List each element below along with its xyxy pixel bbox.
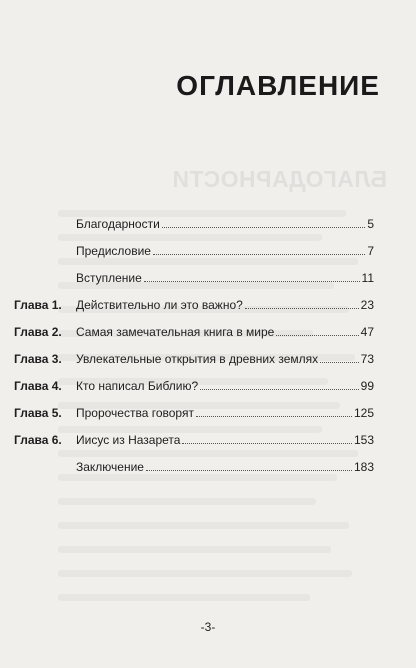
toc-entry-title: Кто написал Библию? bbox=[76, 379, 199, 393]
toc-chapter-number: Глава 3. bbox=[14, 352, 62, 366]
toc-entry-page: 99 bbox=[360, 379, 374, 393]
toc-chapter-number: Глава 2. bbox=[14, 325, 62, 339]
dot-leader bbox=[182, 442, 352, 444]
table-of-contents bbox=[14, 216, 374, 486]
toc-entry-body bbox=[76, 405, 374, 421]
toc-entry-page: 73 bbox=[360, 352, 374, 366]
toc-entry-page: 125 bbox=[353, 406, 374, 420]
toc-entry-body bbox=[76, 297, 374, 313]
toc-entry-body bbox=[76, 459, 374, 475]
dot-leader bbox=[153, 253, 365, 255]
toc-entry-page: 23 bbox=[360, 298, 374, 312]
toc-chapter-number: Глава 1. bbox=[14, 298, 62, 312]
bleed-through-heading: БЛАГОДАРНОСТИ bbox=[172, 166, 387, 192]
page-title: ОГЛАВЛЕНИЕ bbox=[176, 70, 380, 101]
dot-leader bbox=[276, 334, 358, 336]
dot-leader bbox=[245, 307, 359, 309]
toc-entry-body bbox=[76, 243, 374, 259]
dot-leader bbox=[320, 361, 358, 363]
toc-entry bbox=[14, 243, 374, 270]
toc-entry-title: Самая замечательная книга в мире bbox=[76, 325, 275, 339]
toc-entry-body bbox=[76, 432, 374, 448]
toc-entry-page: 7 bbox=[367, 244, 374, 258]
toc-entry-title: Благодарности bbox=[76, 217, 160, 231]
toc-chapter-number: Глава 4. bbox=[14, 379, 62, 393]
toc-entry-page: 5 bbox=[367, 217, 374, 231]
toc-entry bbox=[14, 459, 374, 486]
toc-entry-body bbox=[76, 324, 374, 340]
dot-leader bbox=[200, 388, 358, 390]
toc-entry-title: Заключение bbox=[76, 460, 144, 474]
toc-entry-body bbox=[76, 270, 374, 286]
dot-leader bbox=[162, 226, 366, 228]
toc-entry-title: Увлекательные открытия в древних землях bbox=[76, 352, 319, 366]
toc-entry-title: Вступление bbox=[76, 271, 142, 285]
toc-chapter-number: Глава 6. bbox=[14, 433, 62, 447]
page-number: -3- bbox=[200, 620, 216, 634]
toc-entry bbox=[14, 405, 374, 432]
toc-entry-body bbox=[76, 216, 374, 232]
toc-entry-title: Пророчества говорят bbox=[76, 406, 194, 420]
toc-entry-page: 11 bbox=[361, 271, 374, 285]
dot-leader bbox=[144, 280, 360, 282]
toc-entry-title: Иисус из Назарета bbox=[76, 433, 181, 447]
toc-entry-title: Предисловие bbox=[76, 244, 151, 258]
toc-entry bbox=[14, 297, 374, 324]
toc-entry bbox=[14, 216, 374, 243]
toc-entry-page: 47 bbox=[360, 325, 374, 339]
toc-entry bbox=[14, 270, 374, 297]
toc-entry-body bbox=[76, 378, 374, 394]
dot-leader bbox=[146, 469, 352, 471]
toc-chapter-number: Глава 5. bbox=[14, 406, 62, 420]
toc-entry-body bbox=[76, 351, 374, 367]
toc-entry-title: Действительно ли это важно? bbox=[76, 298, 243, 312]
dot-leader bbox=[196, 415, 352, 417]
toc-entry bbox=[14, 351, 374, 378]
toc-entry bbox=[14, 378, 374, 405]
toc-entry-page: 153 bbox=[353, 433, 374, 447]
toc-entry bbox=[14, 324, 374, 351]
toc-entry-page: 183 bbox=[353, 460, 374, 474]
toc-entry bbox=[14, 432, 374, 459]
